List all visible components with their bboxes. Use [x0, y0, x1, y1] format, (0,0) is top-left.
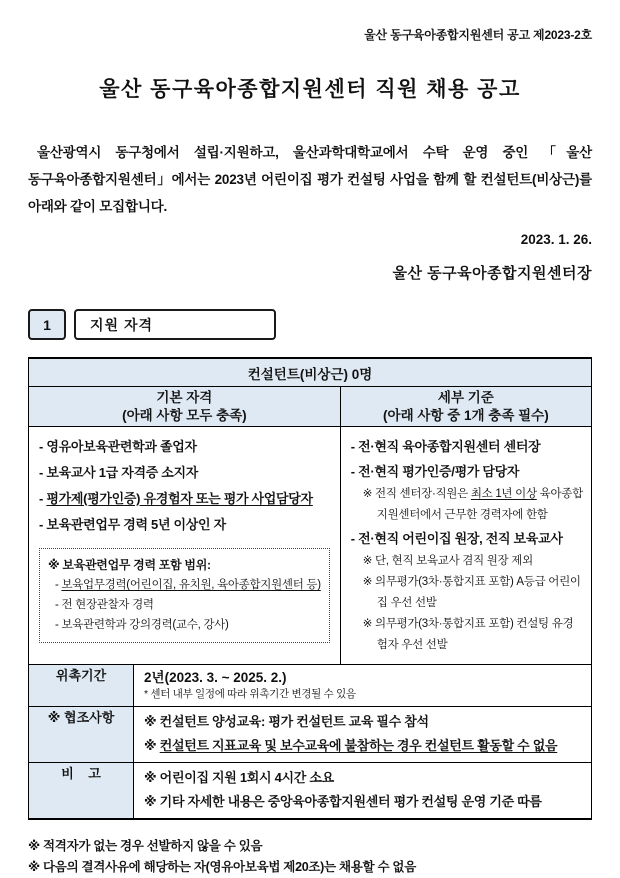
cooperation-line-1: ※ 컨설턴트 양성교육: 평가 컨설턴트 교육 필수 참석	[144, 714, 429, 729]
detail-criteria-sub: (아래 사항 중 1개 충족 필수)	[383, 408, 549, 423]
list-item: - 전·현직 육아종합지원센터 센터장	[350, 439, 541, 454]
position-header-cell: 컨설턴트(비상근) 0명	[29, 358, 592, 387]
career-scope-heading: ※ 보육관련업무 경력 포함 범위:	[48, 558, 211, 572]
period-note: * 센터 내부 일정에 따라 위촉기간 변경될 수 있음	[144, 688, 356, 700]
note-item: ※ 단, 현직 보육교사 겸직 원장 제외	[362, 555, 533, 567]
page-title: 울산 동구육아종합지원센터 직원 채용 공고	[99, 78, 521, 101]
basic-qualification-cell	[29, 427, 341, 665]
column-header-basic	[29, 387, 341, 427]
footer-notes	[28, 836, 592, 878]
list-item: - 보육업무경력(어린이집, 유치원, 육아종합지원센터 등)	[55, 579, 321, 591]
signer-title: 울산 동구육아종합지원센터장	[392, 265, 592, 282]
qualification-table	[28, 357, 592, 820]
list-item: - 전·현직 평가인증/평가 담당자	[350, 464, 520, 479]
note-item: ※ 전직 센터장·직원은 최소 1년 이상 육아종합지원센터에서 근무한 경력자에 한함	[362, 488, 583, 521]
remark-line-2: ※ 기타 자세한 내용은 중앙육아종합지원센터 평가 컨설팅 운영 기준 따름	[144, 794, 542, 809]
notice-number: 울산 동구육아종합지원센터 공고 제2023-2호	[364, 28, 592, 42]
footer-note-2: ※ 다음의 결격사유에 해당하는 자(영유아보육법 제20조)는 채용할 수 없음	[28, 860, 416, 874]
list-item: - 전·현직 어린이집 원장, 전직 보육교사	[350, 531, 563, 546]
row-label-cooperation: ※ 협조사항	[29, 707, 134, 763]
note-item: ※ 의무평가(3차·통합지표 포함) A등급 어린이집 우선 선발	[362, 576, 581, 609]
remark-line-1: ※ 어린이집 지원 1회시 4시간 소요	[144, 770, 334, 785]
period-value: 2년(2023. 3. ~ 2025. 2.)	[144, 670, 287, 685]
footer-note-1: ※ 적격자가 없는 경우 선발하지 않을 수 있음	[28, 839, 263, 853]
row-label-remark: 비 고	[29, 763, 134, 820]
list-item: - 영유아보육관련학과 졸업자	[39, 439, 197, 454]
section-title-box: 지원 자격	[74, 309, 276, 340]
list-item: - 보육관련업무 경력 5년 이상인 자	[39, 517, 226, 532]
list-item: - 전 현장관찰자 경력	[55, 599, 154, 611]
basic-qualification-sub: (아래 사항 모두 충족)	[122, 408, 247, 423]
note-item: ※ 의무평가(3차·통합지표 포함) 컨설팅 유경험자 우선 선발	[362, 618, 574, 651]
remark-cell	[134, 763, 592, 820]
announcement-date: 2023. 1. 26.	[520, 232, 592, 247]
basic-qualification-title: 기본 자격	[156, 390, 213, 405]
cooperation-line-2: ※ 컨설턴트 지표교육 및 보수교육에 불참하는 경우 컨설턴트 활동할 수 없음	[144, 738, 558, 753]
list-item: - 평가제(평가인증) 유경험자 또는 평가 사업담당자	[39, 491, 313, 506]
cooperation-cell	[134, 707, 592, 763]
list-item: - 보육관련학과 강의경력(교수, 강사)	[55, 619, 229, 631]
period-cell	[134, 665, 592, 707]
section-1-header	[28, 309, 592, 340]
column-header-detail	[340, 387, 591, 427]
intro-paragraph: 울산광역시 동구청에서 설립·지원하고, 울산과학대학교에서 수탁 운영 중인 「울산 동구육아종합지원센터」에서는 2023년 어린이집 평가 컨설팅 사업을 함께 할 컨설턴트(비상근)를 아래와 같이 모집합니다.	[28, 145, 592, 214]
detail-criteria-title: 세부 기준	[437, 390, 494, 405]
list-item: - 보육교사 1급 자격증 소지자	[39, 465, 199, 480]
career-scope-box	[39, 548, 330, 643]
section-number-box: 1	[28, 309, 66, 340]
row-label-period: 위촉기간	[29, 665, 134, 707]
detail-criteria-cell	[340, 427, 591, 665]
